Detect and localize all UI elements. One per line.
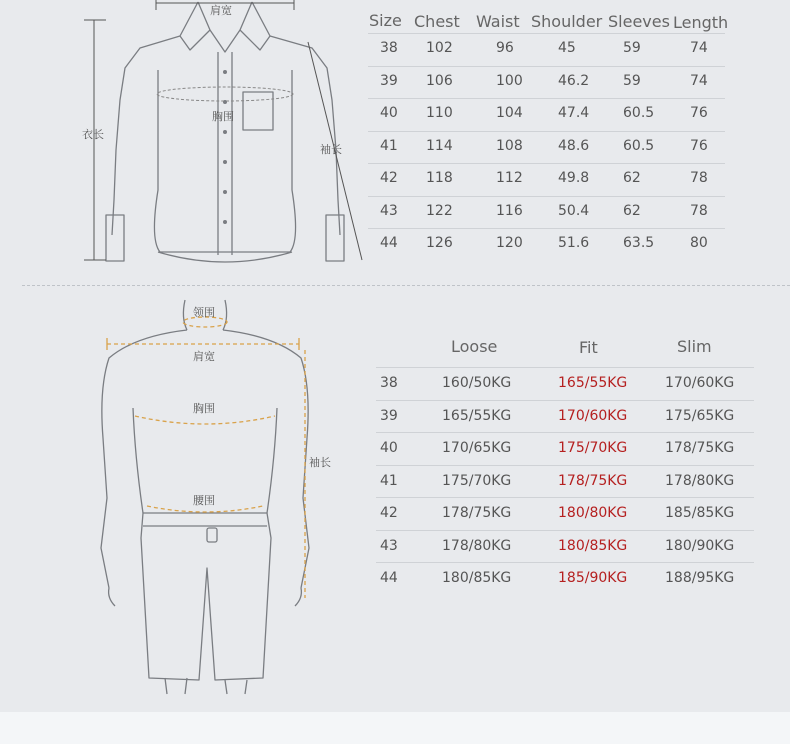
fit-cell-slim: 188/95KG <box>665 570 735 586</box>
shirt-cell-chest: 106 <box>426 72 453 89</box>
fit-header-slim: Slim <box>677 337 712 356</box>
shirt-cell-length: 80 <box>690 235 708 251</box>
fit-cell-size: 41 <box>380 472 398 489</box>
fit-cell-slim: 170/60KG <box>665 375 735 391</box>
body-waist-label: 腰围 <box>193 494 215 507</box>
fit-header-loose: Loose <box>451 337 498 356</box>
fit-cell-size: 38 <box>380 375 398 391</box>
fit-cell-fit: 170/60KG <box>558 407 628 424</box>
shirt-cell-length: 74 <box>690 72 708 89</box>
table-row-divider <box>376 400 754 401</box>
shirt-length-label: 衣长 <box>82 128 104 141</box>
shirt-cell-shoulder: 51.6 <box>558 235 590 251</box>
fit-cell-loose: 178/75KG <box>442 505 512 521</box>
table-row-divider <box>368 66 725 67</box>
shirt-cell-waist: 100 <box>496 72 523 89</box>
shirt-cell-sleeves: 59 <box>623 72 641 89</box>
shirt-header-chest: Chest <box>414 12 460 31</box>
table-row-divider <box>376 497 754 498</box>
fit-cell-slim: 180/90KG <box>665 537 735 554</box>
table-row-divider <box>368 196 725 197</box>
fit-cell-size: 44 <box>380 570 398 586</box>
shirt-cell-waist: 96 <box>496 40 514 56</box>
shirt-header-shoulder: Shoulder <box>531 12 603 31</box>
shirt-cell-length: 74 <box>690 40 708 56</box>
shirt-cell-chest: 114 <box>426 137 453 154</box>
body-neck-label: 领围 <box>193 306 215 319</box>
shirt-cell-length: 76 <box>690 105 708 121</box>
shirt-cell-sleeves: 59 <box>623 40 641 56</box>
body-chest-label: 胸围 <box>193 402 215 415</box>
shirt-cell-waist: 108 <box>496 137 523 154</box>
table-row-divider <box>368 163 725 164</box>
shirt-header-waist: Waist <box>476 12 520 31</box>
shirt-cell-chest: 122 <box>426 202 453 219</box>
shirt-size-table <box>0 0 790 284</box>
fit-cell-fit: 180/85KG <box>558 537 628 554</box>
shirt-cell-chest: 126 <box>426 235 453 251</box>
fit-cell-fit: 178/75KG <box>558 472 628 489</box>
shirt-cell-shoulder: 49.8 <box>558 170 590 186</box>
shirt-cell-sleeves: 62 <box>623 202 641 219</box>
shirt-cell-waist: 120 <box>496 235 523 251</box>
body-fit-panel <box>0 288 790 712</box>
shirt-cell-size: 40 <box>380 105 398 121</box>
shirt-header-size: Size <box>369 11 402 30</box>
section-divider <box>22 285 790 286</box>
shirt-header-sleeves: Sleeves <box>608 12 670 31</box>
table-row-divider <box>368 98 725 99</box>
shirt-cell-shoulder: 47.4 <box>558 105 590 121</box>
shirt-cell-shoulder: 48.6 <box>558 137 590 154</box>
shirt-size-panel <box>0 0 790 284</box>
shirt-cell-shoulder: 50.4 <box>558 202 590 219</box>
shirt-cell-sleeves: 63.5 <box>623 235 655 251</box>
shirt-cell-sleeves: 60.5 <box>623 105 655 121</box>
shirt-sleeve-label: 袖长 <box>320 143 342 156</box>
shirt-cell-length: 78 <box>690 202 708 219</box>
shirt-cell-waist: 116 <box>496 202 523 219</box>
table-row-divider <box>368 131 725 132</box>
shirt-cell-size: 43 <box>380 202 398 219</box>
shirt-cell-chest: 118 <box>426 170 453 186</box>
fit-table <box>0 288 790 712</box>
fit-cell-slim: 178/80KG <box>665 472 735 489</box>
shirt-cell-size: 38 <box>380 40 398 56</box>
fit-cell-slim: 178/75KG <box>665 440 735 456</box>
table-row-divider <box>376 562 754 563</box>
shirt-cell-size: 44 <box>380 235 398 251</box>
fit-cell-size: 39 <box>380 407 398 424</box>
fit-cell-fit: 185/90KG <box>558 570 628 586</box>
fit-cell-fit: 180/80KG <box>558 505 628 521</box>
shirt-cell-sleeves: 62 <box>623 170 641 186</box>
shirt-cell-size: 39 <box>380 72 398 89</box>
shirt-cell-shoulder: 46.2 <box>558 72 590 89</box>
shirt-cell-length: 76 <box>690 137 708 154</box>
fit-cell-loose: 165/55KG <box>442 407 512 424</box>
shirt-cell-size: 41 <box>380 137 398 154</box>
table-row-divider <box>368 228 725 229</box>
shirt-chest-label: 胸围 <box>212 110 234 123</box>
fit-cell-fit: 165/55KG <box>558 375 628 391</box>
shirt-cell-chest: 102 <box>426 40 453 56</box>
shirt-cell-sleeves: 60.5 <box>623 137 655 154</box>
table-row-divider <box>376 530 754 531</box>
shirt-cell-chest: 110 <box>426 105 453 121</box>
body-sleeve-label: 袖长 <box>309 456 331 469</box>
fit-cell-loose: 178/80KG <box>442 537 512 554</box>
shirt-cell-length: 78 <box>690 170 708 186</box>
fit-cell-slim: 185/85KG <box>665 505 735 521</box>
fit-cell-loose: 180/85KG <box>442 570 512 586</box>
fit-cell-size: 43 <box>380 537 398 554</box>
fit-cell-fit: 175/70KG <box>558 440 628 456</box>
footer-strip <box>0 712 790 744</box>
fit-cell-loose: 175/70KG <box>442 472 512 489</box>
fit-cell-size: 42 <box>380 505 398 521</box>
table-row-divider <box>376 367 754 368</box>
shirt-cell-waist: 112 <box>496 170 523 186</box>
body-shoulder-label: 肩宽 <box>193 350 215 363</box>
shirt-shoulder-label: 肩宽 <box>210 4 232 17</box>
table-row-divider <box>368 33 725 34</box>
shirt-cell-waist: 104 <box>496 105 523 121</box>
shirt-header-length: Length <box>673 13 729 32</box>
shirt-cell-shoulder: 45 <box>558 40 576 56</box>
fit-header-fit: Fit <box>579 338 598 357</box>
shirt-cell-size: 42 <box>380 170 398 186</box>
table-row-divider <box>376 465 754 466</box>
fit-cell-loose: 170/65KG <box>442 440 512 456</box>
table-row-divider <box>376 432 754 433</box>
fit-cell-size: 40 <box>380 440 398 456</box>
fit-cell-slim: 175/65KG <box>665 407 735 424</box>
fit-cell-loose: 160/50KG <box>442 375 512 391</box>
